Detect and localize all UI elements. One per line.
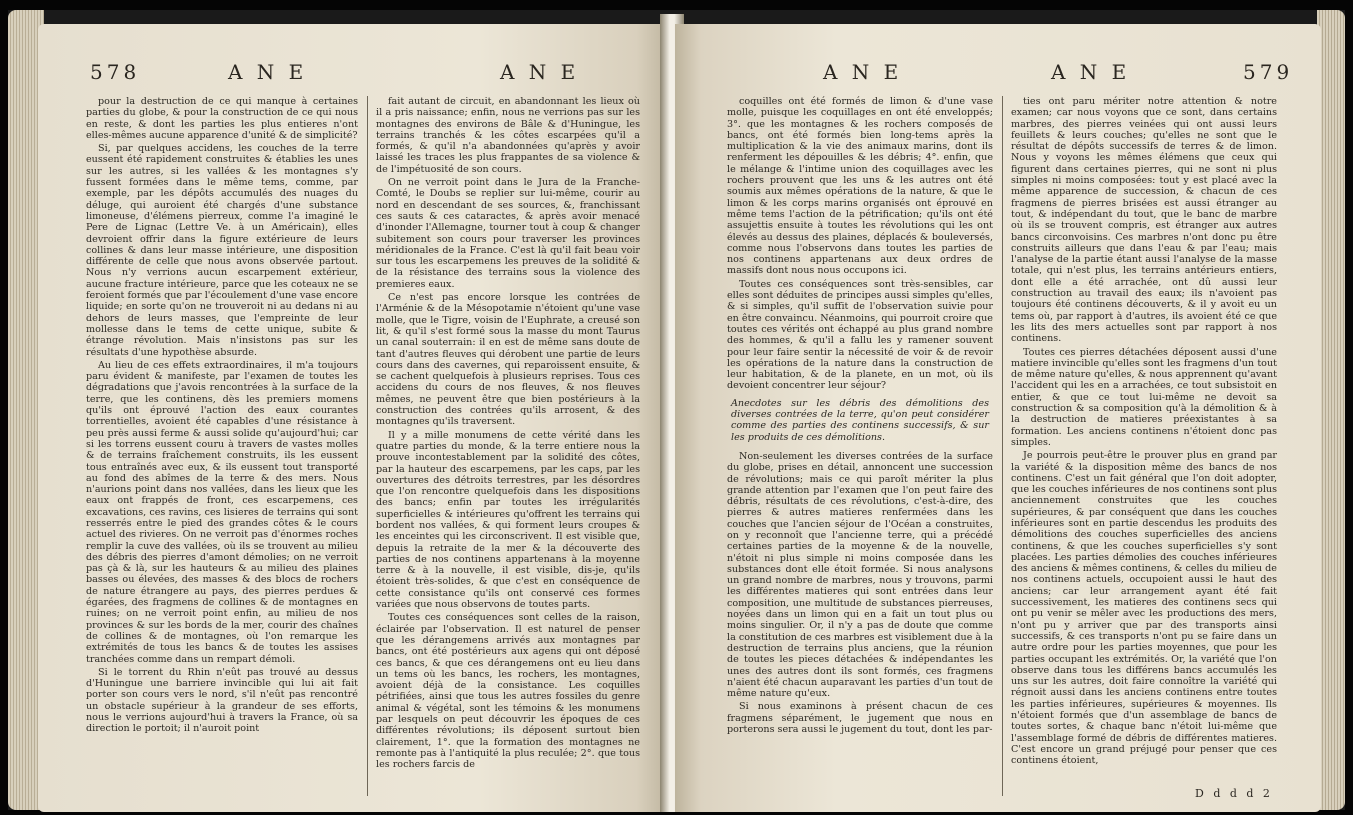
paragraph: Toutes ces conséquences sont celles de la raison, éclairée par l'observation. Il est naturel de penser que les dérangemens arrivés aux montagnes par bancs, ont été postérieurs aux agens qui ont déposé ces bancs, & que ces dérangemens ont eu lieu dans un tems où les bancs, les rochers, les montagnes, avoient déjà de la consistance. Les coquilles pétrifiées, ainsi que tous les autres fossiles du genre animal & végétal, sont les témoins & les monumens par lesquels on peut découvrir les époques de ces différentes révolutions; ils déposent surtout bien clairement, 1°. que la formation des montagnes ne remonte pas à l'antiquité la plus reculée; 2°. que tous les rochers farcis de — [376, 612, 640, 771]
paragraph: Au lieu de ces effets extraordinaires, il m'a toujours paru évident & manifeste, par l'examen de toutes les dégradations que j'avois rencontrées à la surface de la terre, que les continens, dès les premiers momens qu'ils ont éprouvé l'action des eaux courantes torrentielles, avoient été capables d'une résistance à peu près aussi ferme & aussi solide qu'aujourd'hui; car si les torrens eussent couru à travers de vastes molles & de terrains fraîchement construits, ils les eussent tous entraînés avec eux, & ils eussent tout transporté au fond des abîmes de la terre & des mers. Nous n'aurions point dans nos vallées, dans les lieux que les eaux ont frappés de front, ces escarpemens, ces excavations, ces ravins, ces lisieres de terrains qui sont resserrés entre le pied des grandes côtes & le cours actuel des rivieres. On ne verroit pas d'énormes roches remplir la cuve des vallées, où ils se trouvent au milieu des débris des pierres d'amont démolies; on ne verroit pas çà & là, sur les hauteurs & au milieu des plaines basses ou élevées, des masses & des blocs de rochers de nature étrangere au pays, des pierres perdues & égarées, des fragmens de collines & de montagnes en ruines; on ne verroit point enfin, au milieu de nos provinces & sur les bords de la mer, courir des chaînes de collines & de montagnes, où l'on remarque les extrémités de tous les bancs & de toutes les assises tranchées comme dans un rempart démoli. — [86, 359, 358, 665]
left-page — [38, 24, 668, 812]
paragraph: Si le torrent du Rhin n'eût pas trouvé au dessus d'Huningue une barriere invincible qui lui ait fait porter son cours vers le nord, s'il n'eût pas rencontré un obstacle supérieur à la grandeur de ses efforts, nous le verrions aujourd'hui à travers la France, où sa direction le portoit; il n'auroit point — [86, 666, 358, 735]
running-head: A N E — [823, 60, 903, 84]
page-edges-right — [1317, 10, 1345, 810]
column-rule — [1002, 96, 1003, 796]
paragraph: Il y a mille monumens de cette vérité dans les quatre parties du monde, & la terre entiere nous la prouve incontestablement par la solidité des côtes, par la hauteur des escarpemens, par les caps, par les ouvertures des détroits terrestres, par les désordres que l'on rencontre quelquefois dans les dispositions des bancs; enfin par toutes les irrégularités superficielles & intérieures qu'offrent les terrains qui bordent nos vallées, & qui forment leurs croupes & les enceintes qui les circonscrivent. Il est visible que, depuis la retraite de la mer & la découverte des parties de nos continens appartenans à la moyenne terre & à la nouvelle, il est visible, dis-je, qu'ils étoient très-solides, & que c'est en conséquence de cette consistance qu'ils ont conservé ces formes variées que nous observons de toutes parts. — [376, 429, 640, 611]
paragraph: Non-seulement les diverses contrées de la surface du globe, prises en détail, annoncent une succession de révolutions; mais ce qui paroît mériter la plus grande attention par l'examen que l'on peut faire des débris, résultats de ces révolutions, c'est-à-dire, des pierres & autres matieres renfermées dans les couches que l'ancien séjour de l'Océan a construites, on y reconnoît que l'ancienne terre, qui a précédé certaines parties de la moyenne & de la nouvelle, n'étoit ni plus simple ni moins composée dans les substances dont elle étoit formée. Si nous analysons un grand nombre de marbres, nous y trouvons, parmi les différentes matieres qui sont entrées dans leur composition, une multitude de substances pierreuses, noyées dans un limon qui en a fait un tout plus ou moins singulier. Or, il n'y a pas de doute que comme la constitution de ces marbres est visiblement due à la destruction de terrains plus anciens, que la réunion de toutes les pieces détachées & indépendantes les unes des autres dont ils sont formés, ces fragmens n'aient été chacun auparavant les parties d'un tout de même nature qu'eux. — [727, 450, 993, 700]
right-page-header — [675, 60, 1321, 88]
right-page-column-1 — [727, 96, 993, 796]
paragraph: Ce n'est pas encore lorsque les contrées de l'Arménie & de la Mésopotamie n'étoient qu'une vase molle, que le Tigre, voisin de l'Euphrate, a creusé son lit, & qu'il s'est formé sous la masse du mont Taurus un canal souterrain: il en est de même sans doute de tant d'autres fleuves qui dérobent une partie de leurs cours dans des cavernes, qui reparoissent ensuite, & se cachent quelquefois à plusieurs reprises. Tous ces accidens du cours de nos fleuves, & nos fleuves mêmes, ne peuvent être que bien postérieurs à la construction des contrées qu'ils arrosent, & des montagnes qu'ils traversent. — [376, 292, 640, 428]
paragraph: Si nous examinons à présent chacun de ces fragmens séparément, le jugement que nous en porterons sera aussi le jugement du tout, dont les par- — [727, 701, 993, 736]
paragraph: ties ont paru mériter notre attention & notre examen; car nous voyons que ce sont, dans certains marbres, des pierres veinées qui ont aussi leurs feuillets & leurs couches; qu'elles ne sont que le résultat de dépôts successifs de terres & de limon. Nous y voyons les mêmes élémens que ceux qui figurent dans certaines pierres, qui ne sont ni plus simples ni moins composées: tout y est placé avec la même apparence de succession, & chacun de ces fragmens de pierres brisées est aussi étranger au tout, & indépendant du tout, que le banc de marbre où ils se trouvent compris, est étranger aux autres bancs circonvoisins. Ces marbres n'ont donc pu être construits ailleurs que dans l'eau & par l'eau; mais l'analyse de la partie étant aussi l'analyse de la masse totale, qui n'est plus, les terrains antérieurs entiers, dont elle a été arrachée, ont dû aussi leur construction au travail des eaux; ils n'avoient pas toujours été continens découverts, & il y avoit eu un tems où, par rapport à d'autres, ils avoient été ce que les lits des mers actuelles sont par rapport à nos continens. — [1011, 96, 1277, 345]
right-page — [675, 24, 1321, 812]
paragraph: On ne verroit point dans le Jura de la Franche-Comté, le Doubs se replier sur lui-même, courir au nord en descendant de ses sources, &, franchissant ces sauts & ces cataractes, & après avoir menacé d'inonder l'Allemagne, tourner tout à coup & changer subitement son cours pour traverser les provinces méridionales de la France. C'est là qu'il fait beau voir sur tous les escarpemens les preuves de la solidité & de la résistance des terrains sous la violence des premieres eaux. — [376, 177, 640, 290]
paragraph: Toutes ces pierres détachées déposent aussi d'une matiere invincible qu'elles sont les fragmens d'un tout de même nature qu'elles, & nous apprennent qu'avant l'accident qui les en a arrachées, ce tout subsistoit en entier, & que ce tout lui-même ne devoit sa construction & sa composition qu'à la démolition & à la destruction de matieres préexistantes à sa formation. Les anciens continens n'étoient donc pas simples. — [1011, 346, 1277, 448]
right-page-column-2 — [1011, 96, 1277, 796]
paragraph: fait autant de circuit, en abandonnant les lieux où il a pris naissance; enfin, nous ne verrions pas sur les montagnes des environs de Bâle & d'Huningue, les terrains tranchés & les côtes escarpées qu'il a formés, & qu'il n'a abandonnées qu'après y avoir laissé les traces les plus frappantes de sa violence & de l'impétuosité de son cours. — [376, 96, 640, 175]
paragraph: Si, par quelques accidens, les couches de la terre eussent été rapidement construites & établies les unes sur les autres, si les vallées & les montagnes s'y fussent formées dans le même tems, comme, par exemple, par les dépôts accumulés des nuages du déluge, qui auroient été chargés d'une substance limoneuse, d'élémens pierreux, comme l'a imaginé le Pere de Lignac (Lettre Ve. à un Américain), elles devroient offrir dans la figure extérieure de leurs collines & dans leur masse intérieure, une disposition différente de celle que nous avons observée partout. Nous n'y verrions aucun escarpement extérieur, aucune fracture intérieure, parce que les coteaux ne se feroient formés que par l'écoulement d'une vase encore liquide; en sorte qu'on ne trouveroit ni au dedans ni au dehors de leurs masses, que l'empreinte de leur mollesse dans le tems de cette unique, subite & étrange révolution. Mais n'insistons pas sur les résultats d'une hypothèse absurde. — [86, 143, 358, 358]
page-number: 579 — [1243, 60, 1294, 84]
paragraph: Toutes ces conséquences sont très-sensibles, car elles sont déduites de principes aussi simples qu'elles, & si simples, qu'il suffit de l'observation suivie pour en être convaincu. Néanmoins, qui pourroit croire que toutes ces vérités ont échappé au plus grand nombre des hommes, & qu'il a fallu les y ramener souvent pour leur faire sentir la nécessité de voir & de revoir les opérations de la nature dans la construction de leur habitation, & de la planete, en un mot, où ils devoient concentrer leur séjour? — [727, 278, 993, 392]
column-rule — [367, 96, 368, 796]
running-head: A N E — [228, 60, 308, 84]
left-page-header — [38, 60, 668, 88]
book-spread — [8, 10, 1345, 810]
paragraph: Je pourrois peut-être le prouver plus en grand par la variété & la disposition même des bancs de nos continens. C'est un fait général que l'on doit adopter, que les couches inférieures de nos continens sont plus anciennement construites que les couches supérieures, & par conséquent que dans les couches inférieures sont en partie descendus les produits des démolitions des couches superficielles des anciens continens, & que les couches superficielles s'y sont placées. Les parties démolies des couches inférieures des anciens & mêmes continens, & celles du milieu de nos continens actuels, occupoient aussi le haut des anciens; car leur arrangement ayant été fait successivement, les matieres des continens secs qui ont pu venir se mêler avec les productions des mers, n'ont pu y arriver que par des transports ainsi successifs, & ces transports n'ont pu se faire dans un autre ordre pour les parties moyennes, que pour les parties occupant les extrémités. Or, la variété que l'on observe dans tous les différens bancs accumulés les uns sur les autres, doit faire connoître la variété qui régnoit aussi dans les anciens continens entre toutes les parties inférieures, supérieures & moyennes. Ils n'étoient formés que d'un assemblage de bancs de toutes sortes, & chaque banc n'étoit lui-même que l'assemblage formé de débris de différentes matieres. C'est encore un grand préjugé pour penser que ces continens étoient, — [1011, 450, 1277, 767]
paragraph: coquilles ont été formés de limon & d'une vase molle, puisque les coquillages en ont été enveloppés; 3°. que les montagnes & les rochers composés de bancs, ont été formés bien long-tems après la multiplication & la vie des animaux marins, dont ils renferment les dépouilles & les débris; 4°. enfin, que le mélange & l'intime union des coquillages avec les rochers prouvent que les uns & les autres ont été soumis aux mêmes opérations de la nature, & que le limon & les corps marins organisés ont éprouvé en même tems l'action de la pétrification; qu'ils ont été assujettis ensuite à toutes les révolutions qui les ont élevés au dessus des plaines, déplacés & bouleversés, comme nous l'observons dans toutes les parties de nos continens appartenans aux deux ordres de massifs dont nous nous occupons ici. — [727, 96, 993, 277]
page-number: 578 — [90, 60, 141, 84]
signature-mark: D d d d 2 — [1195, 787, 1273, 800]
paragraph: pour la destruction de ce qui manque à certaines parties du globe, & pour la construction de ce qui nous en reste, & dont les parties les plus entieres n'ont elles-mêmes aucune apparence d'unité & de simplicité? — [86, 96, 358, 141]
running-head: A N E — [500, 60, 580, 84]
section-subheading: Anecdotes sur les débris des démolitions des diverses contrées de la terre, qu'on peut considérer comme des parties des continens successifs, & sur les produits de ces démolitions. — [731, 397, 989, 443]
running-head: A N E — [1051, 60, 1131, 84]
left-page-column-2 — [376, 96, 640, 796]
left-page-column-1 — [86, 96, 358, 796]
